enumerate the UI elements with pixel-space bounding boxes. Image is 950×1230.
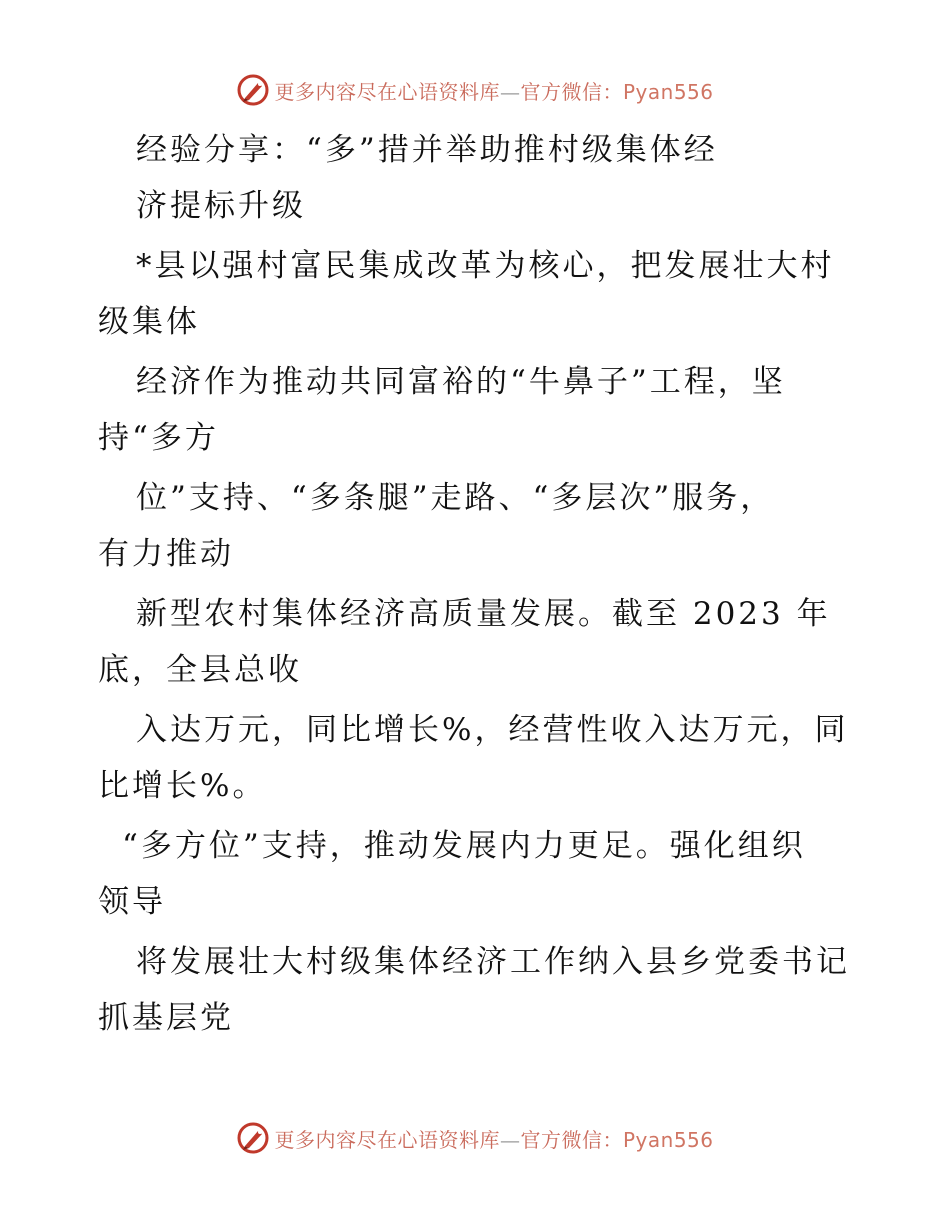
text-line: 位”支持、“多条腿”走路、“多层次”服务， [136,480,775,516]
text-line: 比增长%。 [98,768,267,804]
pen-logo-icon [236,1121,270,1155]
text-line: 经验分享：“多”措并举助推村级集体经 [136,132,718,168]
text-line: 抓基层党 [98,1000,234,1036]
watermark-text: 更多内容尽在心语资料库—官方微信：Pyan556 [274,79,714,104]
watermark-banner-top [0,70,950,110]
text-line: 底，全县总收 [98,652,302,688]
text-line: 新型农村集体经济高质量发展。截至 2023 年 [136,596,831,632]
text-line: 入达万元，同比增长%，经营性收入达万元，同 [136,712,849,748]
watermark-text: 更多内容尽在心语资料库—官方微信：Pyan556 [274,1127,714,1152]
watermark-banner-bottom [0,1118,950,1158]
text-line: *县以强村富民集成改革为核心，把发展壮大村 [136,248,835,284]
pen-logo-icon [236,73,270,107]
text-line: 将发展壮大村级集体经济工作纳入县乡党委书记 [136,944,850,980]
text-line: 领导 [98,884,166,920]
text-line: 级集体 [98,304,200,340]
text-line: 持“多方 [98,420,219,456]
text-line: 经济作为推动共同富裕的“牛鼻子”工程，坚 [136,364,786,400]
text-line: 有力推动 [98,536,234,572]
text-line: 济提标升级 [136,188,306,224]
text-line: “多方位”支持，推动发展内力更足。强化组织 [122,828,806,864]
